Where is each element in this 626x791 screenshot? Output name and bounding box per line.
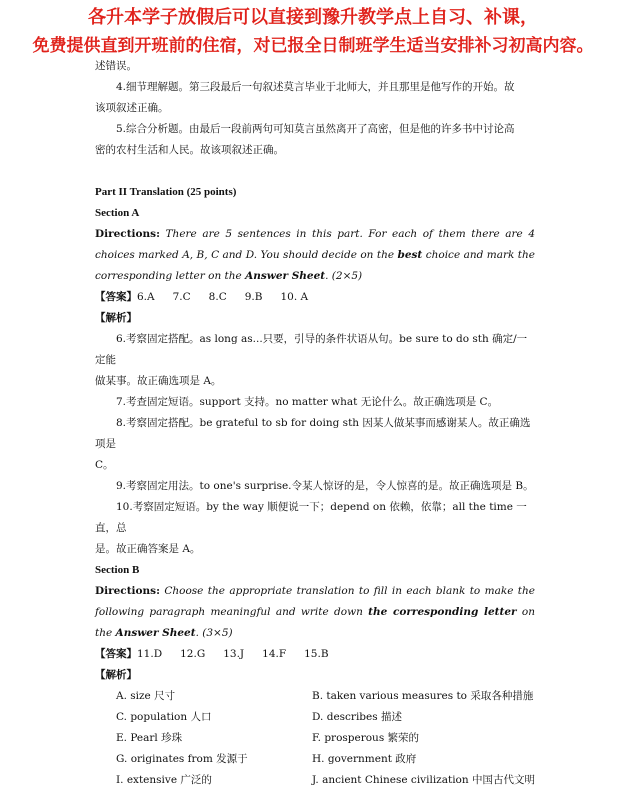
option-item: H. government 政府 — [312, 753, 417, 765]
section-a-answers — [95, 287, 535, 308]
answer-item: 6.A — [137, 291, 155, 303]
directions-emphasis: the corresponding letter — [368, 606, 517, 618]
explanation-4-line-2: 该项叙述正确。 — [95, 102, 169, 114]
directions-text: . (2×5) — [325, 270, 363, 282]
answer-item: 13.J — [223, 648, 245, 660]
answer-item: 15.B — [304, 648, 329, 660]
explanation-4-line-1: 4.细节理解题。第三段最后一句叙述莫言毕业于北师大，并且那里是他写作的开始。故 — [116, 81, 515, 93]
spacer — [95, 161, 535, 182]
section-b-directions — [95, 581, 535, 644]
option-item: B. taken various measures to 采取各种措施 — [312, 690, 534, 702]
option-item: A. size 尺寸 — [116, 690, 176, 702]
directions-emphasis: best — [397, 249, 423, 261]
directions-text: C and D. You should decide on the — [211, 249, 395, 261]
answer-item: 9.B — [244, 291, 263, 303]
explanation-10-line-1: 10.考察固定短语。by the way 顺便说一下；depend on 依赖，依靠；all the time 一直，总 — [95, 501, 527, 534]
part-ii-title: Part II Translation (25 points) — [95, 186, 237, 198]
directions-text: choice and mark the corresponding letter on the — [95, 249, 535, 282]
promo-banner — [0, 6, 626, 58]
option-item: G. originates from 发源于 — [116, 753, 248, 765]
answer-tag: 【答案】 — [95, 291, 137, 303]
option-item: C. population 人口 — [116, 711, 212, 723]
answer-item: 12.G — [180, 648, 206, 660]
option-item: J. ancient Chinese civilization 中国古代文明 — [312, 774, 535, 786]
directions-label: Directions: — [95, 228, 160, 240]
option-item: E. Pearl 珍珠 — [116, 732, 183, 744]
option-item: F. prosperous 繁荣的 — [312, 732, 420, 744]
answer-item: 8.C — [208, 291, 227, 303]
explanation-5-line-2: 密的农村生活和人民。故该项叙述正确。 — [95, 144, 284, 156]
section-b-answers — [95, 644, 535, 665]
explanation-7: 7.考查固定短语。support 支持。no matter what 无论什么。故正确选项是 C。 — [116, 396, 499, 408]
document-body — [95, 56, 535, 791]
section-a-heading: Section A — [95, 207, 140, 219]
directions-label: Directions: — [95, 585, 160, 597]
answer-sheet-emphasis: Answer Sheet — [245, 270, 326, 282]
answer-tag: 【答案】 — [95, 648, 137, 660]
explanation-8-line-2: C。 — [95, 459, 114, 471]
option-item: D. describes 描述 — [312, 711, 402, 723]
directions-text: Choose the appropriate translation to fill in each blank to make the following — [95, 585, 535, 618]
explanation-9: 9.考察固定用法。to one's surprise.令某人惊讶的是，令人惊喜的是。故正确选项是 B。 — [116, 480, 534, 492]
directions-text: paragraph meaningful and write down — [149, 606, 363, 618]
directions-text: . (3×5) — [195, 627, 233, 639]
analysis-tag: 【解析】 — [95, 312, 137, 324]
banner-line-2: 免费提供直到开班前的住宿，对已报全日制班学生适当安排补习初高内容。 — [32, 36, 594, 56]
option-list — [116, 686, 535, 791]
explanation-5-line-1: 5.综合分析题。由最后一段前两句可知莫言虽然离开了高密，但是他的许多书中讨论高 — [116, 123, 515, 135]
explanation-6-line-1: 6.考察固定搭配。as long as...只要，引导的条件状语从句。be sure to do sth 确定/一定能 — [95, 333, 528, 366]
section-b-heading: Section B — [95, 564, 140, 576]
explanation-8-line-1: 8.考察固定搭配。be grateful to sb for doing sth 因某人做某事而感谢某人。故正确选项是 — [95, 417, 531, 450]
option-item: I. extensive 广泛的 — [116, 774, 212, 786]
section-a-directions — [95, 224, 535, 287]
answer-sheet-emphasis: Answer Sheet — [115, 627, 196, 639]
analysis-tag: 【解析】 — [95, 669, 137, 681]
explanation-10-line-2: 是。故正确答案是 A。 — [95, 543, 201, 555]
fragment-text: 述错误。 — [95, 60, 137, 72]
explanation-6-line-2: 做某事。故正确选项是 A。 — [95, 375, 222, 387]
answer-item: 10. A — [280, 291, 309, 303]
answer-item: 11.D — [137, 648, 163, 660]
directions-text: There are 5 sentences in this part. For each of them there are 4 choices marked A, B, — [95, 228, 535, 261]
directions-text: on the — [95, 606, 535, 639]
banner-line-1: 各升本学子放假后可以直接到豫升教学点上自习、补课， — [88, 7, 538, 28]
answer-item: 7.C — [172, 291, 191, 303]
answer-item: 14.F — [262, 648, 287, 660]
